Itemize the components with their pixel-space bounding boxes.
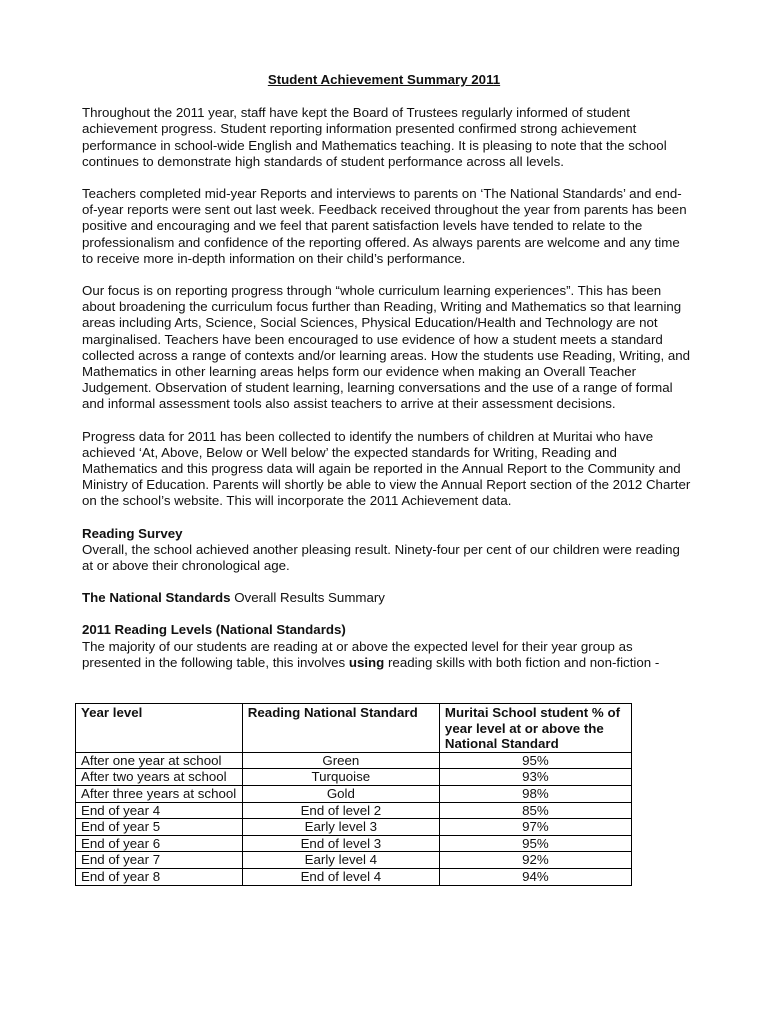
cell-percentage: 95% [439, 752, 631, 769]
cell-year-level: End of year 7 [76, 852, 243, 869]
header-year-level: Year level [76, 704, 243, 753]
intro-text-before: The majority of our students are reading at or above the expected level for their year group as presented in the following table, this involves [82, 638, 633, 670]
reading-levels-table [75, 703, 632, 886]
reading-levels-intro [82, 639, 692, 671]
cell-year-level: End of year 6 [76, 835, 243, 852]
national-standards-rest: Overall Results Summary [230, 590, 385, 606]
paragraph-curriculum-focus: Our focus is on reporting progress through “whole curriculum learning experiences”. This has been about broadening the curriculum focus further than Reading, Writing and Mathematics so that learning areas including Arts, Science, Social Sciences, Physical Education/Health and Technology are not marginalised. Teachers have been encouraged to use evidence of how a student meets a standard collected across a range of contexts and/or learning areas. How the students use Reading, Writing, and Mathematics in other learning areas helps form our evidence when making an Overall Teacher Judgement. Observation of student learning, learning conversations and the use of a range of formal and informal assessment tools also assist teachers to arrive at their assessment decisions. [82, 283, 691, 412]
intro-text-bold: using [348, 654, 385, 670]
cell-percentage: 97% [439, 819, 631, 836]
cell-percentage: 94% [439, 868, 631, 885]
cell-percentage: 93% [439, 769, 631, 786]
cell-standard: Early level 4 [242, 852, 439, 869]
table-row [76, 802, 632, 819]
intro-text-after: reading skills with both fiction and non-fiction - [384, 654, 660, 670]
table-row [76, 785, 632, 802]
cell-standard: End of level 2 [242, 802, 439, 819]
table-row [76, 835, 632, 852]
table-row [76, 852, 632, 869]
table-header-row [76, 704, 632, 753]
table-row [76, 769, 632, 786]
cell-percentage: 95% [439, 835, 631, 852]
national-standards-bold: The National Standards [82, 590, 231, 606]
document-body [82, 72, 692, 671]
table-row [76, 819, 632, 836]
cell-standard: End of level 3 [242, 835, 439, 852]
national-standards-heading [82, 590, 692, 606]
table-row [76, 752, 632, 769]
table-row [76, 868, 632, 885]
reading-survey-heading: Reading Survey [82, 525, 183, 541]
cell-percentage: 92% [439, 852, 631, 869]
cell-standard: End of level 4 [242, 868, 439, 885]
cell-year-level: End of year 8 [76, 868, 243, 885]
cell-percentage: 98% [439, 785, 631, 802]
cell-standard: Gold [242, 785, 439, 802]
page-title: Student Achievement Summary 2011 [267, 72, 501, 87]
reading-survey-text: Overall, the school achieved another pleasing result. Ninety-four per cent of our children were reading at or above their chronological age. [82, 541, 680, 574]
cell-year-level: After two years at school [76, 769, 243, 786]
cell-year-level: End of year 5 [76, 819, 243, 836]
cell-year-level: End of year 4 [76, 802, 243, 819]
paragraph-progress-data: Progress data for 2011 has been collected to identify the numbers of children at Muritai who have achieved ‘At, Above, Below or Well below’ the expected standards for Writing, Reading and Mathematics and this progress data will again be reported in the Annual Report to the Community and Ministry of Education. Parents will shortly be able to view the Annual Report section of the 2012 Charter on the school’s website. This will incorporate the 2011 Achievement data. [82, 428, 691, 509]
cell-year-level: After one year at school [76, 752, 243, 769]
cell-percentage: 85% [439, 802, 631, 819]
header-percentage: Muritai School student % of year level at or above the National Standard [439, 704, 631, 753]
header-reading-standard: Reading National Standard [242, 704, 439, 753]
cell-standard: Green [242, 752, 439, 769]
cell-standard: Turquoise [242, 769, 439, 786]
cell-standard: Early level 3 [242, 819, 439, 836]
paragraph-reports: Teachers completed mid-year Reports and interviews to parents on ‘The National Standards’ and end-of-year reports were sent out last week. Feedback received throughout the year from parents has been positive and encouraging and we feel that parent satisfaction levels have tended to relate to the professionalism and confidence of the reporting offered. As always parents are welcome and any time to receive more in-depth information on their child’s performance. [82, 186, 687, 266]
paragraph-board-of-trustees: Throughout the 2011 year, staff have kept the Board of Trustees regularly informed of student achievement progress. Student reporting information presented confirmed strong achievement performance in school-wide English and Mathematics teaching. It is pleasing to note that the school continues to demonstrate high standards of student performance across all levels. [82, 105, 667, 169]
cell-year-level: After three years at school [76, 785, 243, 802]
reading-levels-heading: 2011 Reading Levels (National Standards) [82, 622, 346, 638]
